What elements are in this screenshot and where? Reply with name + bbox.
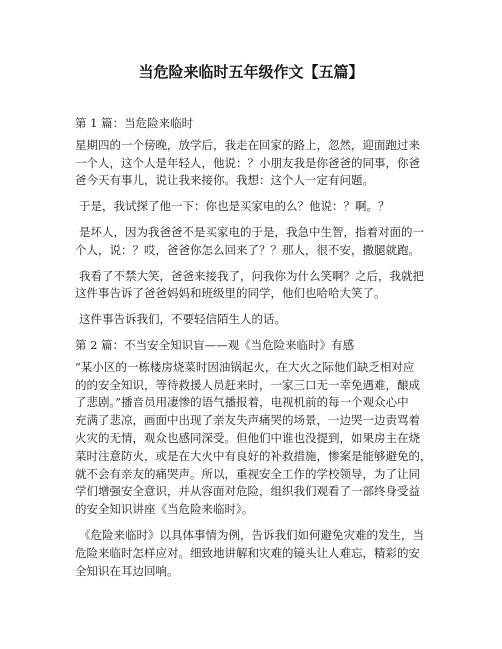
text-line: 一个人，这个人是年轻人，他说：？小朋友我是你爸爸的同事，你爸 [75,155,420,170]
paragraph [75,198,435,216]
text-line: 充满了悲凉，画面中出现了亲友失声痛哭的场景，一边哭一边责骂着 [75,413,420,428]
text-line: 星期四的一个傍晚，放学后，我走在回家的路上，忽然，迎面跑过来 [75,137,420,152]
text-line: 爸今天有事儿，说让我来接你。我想：这个人一定有问题。 [75,173,374,188]
text-line: 火灾的无情，观众也感同深受。但他们中谁也没提到，如果房主在烧 [75,430,420,445]
text-line: 全知识在耳边回响。 [75,563,179,578]
paragraph [75,311,435,329]
document-title: 当危险来临时五年级作文【五篇】 [138,63,364,81]
text-line: 这件事告诉了爸爸妈妈和班级里的同学，他们也哈哈大笑了。 [75,286,386,301]
text-line: 危险来临时怎样应对。细致地讲解和灾难的镜头让人难忘，精彩的安 [75,545,420,560]
text-line: “某小区的一栋楼房烧菜时因油锅起火，在大火之际他们缺乏相对应 [75,359,415,374]
paragraph [75,359,435,519]
text-line: 个人，说：？哎，爸爸你怎么回来了？？那人，很不安，撒腿就跑。 [75,242,420,257]
text-line: 学们增强安全意识，并从容面对危险，组织我们观看了一部终身受益 [75,484,420,499]
section-1-heading: 第 1 篇：当危险来临时 [75,116,194,130]
text-line: 的的安全知识，等待救援人员赶来时，一家三口无一幸免遇难，酿成 [75,377,420,392]
text-line: 了悲剧。”播音员用凄惨的语气播报着，电视机前的每一个观众心中 [75,395,409,410]
text-line: 这件事告诉我们，不要轻信陌生人的话。 [79,312,286,327]
text-line: 是坏人，因为我爸爸不是买家电的于是，我急中生智，指着对面的一 [79,224,424,239]
paragraph [75,268,435,304]
text-line: 于是，我试探了他一下：你也是买家电的么？他说：？啊。？ [79,199,390,214]
text-line: 的安全知识讲座《当危险来临时》。 [75,502,254,517]
section-2-heading: 第 2 篇：不当安全知识盲——观《当危险来临时》有感 [75,337,355,352]
text-line: 就不会有亲友的痛哭声。所以，重视安全工作的学校领导，为了让同 [75,466,420,481]
text-line: 菜时注意防火，或是在大火中有良好的补救措施，惨案是能够避免的， [75,448,432,463]
text-line: 《危险来临时》以具体事情为例，告诉我们如何避免灾难的发生，当 [79,527,424,542]
paragraph [75,137,435,190]
paragraph [75,224,435,260]
paragraph [75,527,435,580]
document-body [75,115,435,588]
text-line: 我看了不禁大笑，爸爸来接我了，问我你为什么笑啊？之后，我就把 [79,268,424,283]
